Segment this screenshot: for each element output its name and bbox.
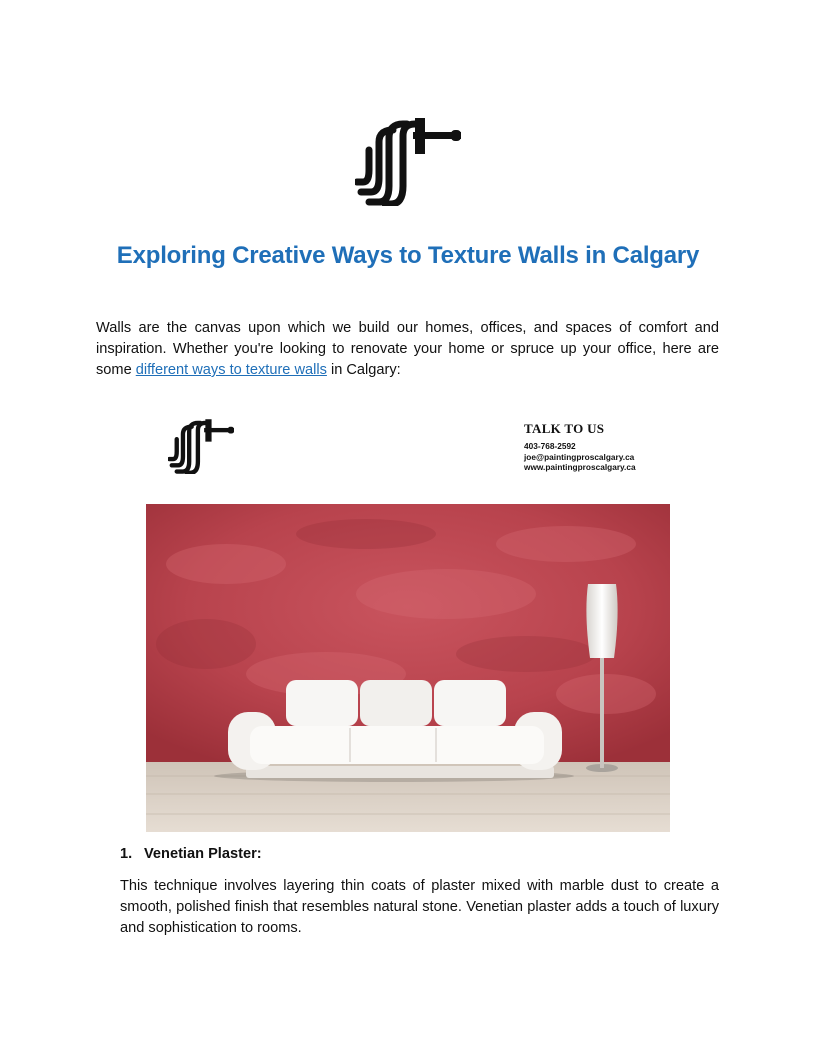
company-logo-icon: [355, 116, 461, 206]
texture-walls-link[interactable]: different ways to texture walls: [135, 362, 327, 378]
banner-logo-icon: [168, 418, 234, 474]
contact-heading: TALK TO US: [524, 421, 605, 436]
contact-website: www.paintingproscalgary.ca: [524, 462, 636, 472]
intro-text-before: Walls are the canvas upon which we build our homes, offices, and spaces of comfort and inspiration. Whether you're looking to renovate your home or spruce up your office, here are some: [96, 320, 719, 378]
contact-block: [524, 421, 684, 473]
section-1-body: This technique involves layering thin coats of plaster mixed with marble dust to create a smooth, polished finish that resembles natural stone. Venetian plaster adds a touch of luxury and sophistication to rooms.: [120, 878, 719, 936]
sofa-photo: [146, 504, 670, 832]
section-1-heading: [120, 846, 262, 862]
intro-text-after: in Calgary:: [326, 362, 401, 378]
section-1-title: Venetian Plaster:: [144, 846, 262, 862]
contact-phone: 403-768-2592: [524, 441, 576, 451]
intro-paragraph: [96, 318, 719, 381]
contact-email: joe@paintingproscalgary.ca: [524, 451, 635, 462]
section-1-number: 1.: [120, 846, 133, 862]
page-title: Exploring Creative Ways to Texture Walls in Calgary: [116, 242, 700, 269]
